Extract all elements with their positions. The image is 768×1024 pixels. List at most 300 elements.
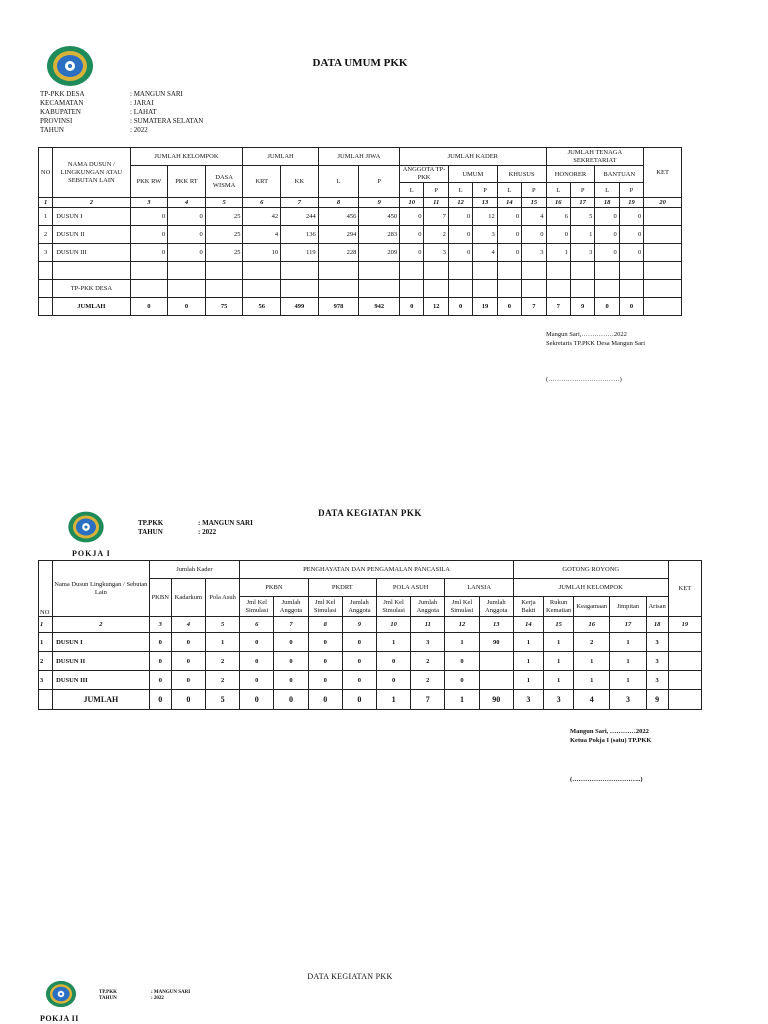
signature-place-date: Mangun Sari,……………2022 (546, 331, 627, 338)
info-value: : 2022 (130, 126, 148, 134)
cell-value: 3 (411, 633, 445, 652)
cell-value: 0 (377, 671, 411, 690)
header-tenaga-sekretariat: JUMLAH TENAGA SEKRETARIAT (546, 148, 644, 166)
header-p: P (570, 183, 594, 198)
info-label: KECAMATAN (40, 99, 84, 107)
cell-value: 0 (168, 208, 206, 226)
cell-value (479, 652, 513, 671)
empty-cell (522, 280, 546, 298)
empty-cell (546, 262, 570, 280)
cell-value (644, 244, 682, 262)
row-name: DUSUN I (53, 633, 150, 652)
empty-cell (53, 262, 130, 280)
signature-block-2 (570, 727, 651, 784)
page-title-kegiatan: DATA KEGIATAN PKK (318, 508, 422, 518)
header-kadarkum: Kadarkum (171, 579, 205, 617)
header-jumlah-kader: JUMLAH KADER (400, 148, 546, 166)
pkk-emblem-icon (66, 508, 106, 546)
header-pkbn: PKBN (149, 579, 171, 617)
row-name: DUSUN III (53, 671, 150, 690)
total-value: 0 (595, 298, 619, 316)
total-value: 5 (205, 690, 239, 710)
header-honorer: HONORER (546, 166, 595, 183)
col-number: 19 (668, 617, 701, 633)
empty-cell (205, 280, 243, 298)
cell-value: 0 (522, 226, 546, 244)
table-row (39, 226, 682, 244)
header-jumlah: JUMLAH (243, 148, 318, 166)
signature-block-1 (546, 330, 645, 384)
header-nama: NAMA DUSUN / LINGKUNGAN ATAU SEBUTAN LAIN (53, 148, 130, 198)
header-l: L (595, 183, 619, 198)
info-label: TP.PKK (138, 519, 164, 527)
data-umum-table (38, 147, 682, 316)
col-number: 17 (610, 617, 646, 633)
cell-value: 1 (205, 633, 239, 652)
cell-value: 1 (544, 671, 574, 690)
signature-role: Sekretaris TP.PKK Desa Mangun Sari (546, 340, 645, 347)
total-value: 0 (274, 690, 308, 710)
cell-value: 25 (205, 208, 243, 226)
info-label: KABUPATEN (40, 108, 81, 116)
cell-value: 3 (473, 226, 497, 244)
cell-value: 0 (240, 652, 274, 671)
empty-cell (39, 690, 53, 710)
cell-value: 1 (610, 652, 646, 671)
col-number: 11 (411, 617, 445, 633)
col-number: 8 (318, 198, 359, 208)
row-number: 3 (39, 671, 53, 690)
cell-value: 1 (377, 633, 411, 652)
total-value: 12 (424, 298, 448, 316)
cell-value: 294 (318, 226, 359, 244)
cell-value: 0 (308, 652, 342, 671)
cell-value: 1 (513, 633, 543, 652)
header-jml-kel: Jml Kel Simulasi (445, 597, 479, 617)
cell-value: 0 (400, 226, 424, 244)
cell-value: 25 (205, 244, 243, 262)
col-number: 12 (448, 198, 472, 208)
row-number: 3 (39, 244, 53, 262)
cell-value: 1 (610, 633, 646, 652)
header-p: P (473, 183, 497, 198)
total-value: 942 (359, 298, 400, 316)
cell-value: 25 (205, 226, 243, 244)
pkk-emblem-icon (44, 978, 78, 1010)
row-number: 1 (39, 633, 53, 652)
total-value: 0 (149, 690, 171, 710)
info-value: : LAHAT (130, 108, 157, 116)
header-jimpitan: Jimpitan (610, 597, 646, 617)
col-number: 19 (619, 198, 643, 208)
row-name: DUSUN III (53, 244, 130, 262)
empty-cell (619, 280, 643, 298)
row-number: 1 (39, 208, 53, 226)
cell-value: 5 (570, 208, 594, 226)
row-name: DUSUN II (53, 652, 150, 671)
pkk-emblem-icon (44, 44, 96, 88)
cell-value: 0 (240, 671, 274, 690)
cell-value: 119 (281, 244, 319, 262)
empty-cell (359, 262, 400, 280)
header-gotong-royong: GOTONG ROYONG (513, 561, 668, 579)
tp-pkk-desa-label: TP-PKK DESA (53, 280, 130, 298)
col-number: 13 (479, 617, 513, 633)
header-no: NO (39, 561, 53, 617)
data-kegiatan-table (38, 560, 702, 710)
total-value: 978 (318, 298, 359, 316)
cell-value: 1 (544, 652, 574, 671)
col-number: 7 (274, 617, 308, 633)
empty-cell (546, 280, 570, 298)
header-dasa-wisma: DASA WISMA (205, 166, 243, 198)
cell-value: 1 (513, 652, 543, 671)
total-value: 3 (610, 690, 646, 710)
total-value: 0 (130, 298, 168, 316)
empty-cell (473, 280, 497, 298)
cell-value: 0 (595, 226, 619, 244)
col-number: 5 (205, 617, 239, 633)
header-jiwa-p: P (359, 166, 400, 198)
col-number: 8 (308, 617, 342, 633)
row-name: DUSUN I (53, 208, 130, 226)
cell-value: 3 (570, 244, 594, 262)
header-bantuan: BANTUAN (595, 166, 644, 183)
header-lansia: LANSIA (445, 579, 513, 597)
header-l: L (400, 183, 424, 198)
info-value: : MANGUN SARI (198, 519, 253, 527)
cell-value: 0 (149, 633, 171, 652)
info-value: : 2022 (151, 996, 164, 1001)
total-value: 0 (168, 298, 206, 316)
header-jml-kel: Jml Kel Simulasi (377, 597, 411, 617)
header-jumlah-kader: Jumlah Kader (149, 561, 240, 579)
cell-value: 3 (522, 244, 546, 262)
header-l: L (546, 183, 570, 198)
info-block-2 (138, 519, 253, 537)
empty-cell (130, 262, 168, 280)
col-number: 6 (243, 198, 281, 208)
cell-value: 0 (400, 244, 424, 262)
table-row (39, 208, 682, 226)
cell-value: 0 (497, 226, 521, 244)
cell-value (668, 652, 701, 671)
signature-name: (……………………………) (546, 376, 622, 383)
info-value: : SUMATERA SELATAN (130, 117, 204, 125)
total-value: 1 (445, 690, 479, 710)
table-row (39, 633, 702, 652)
cell-value: 3 (646, 652, 668, 671)
col-number: 2 (53, 617, 150, 633)
cell-value: 3 (646, 633, 668, 652)
col-number: 17 (570, 198, 594, 208)
col-number: 16 (546, 198, 570, 208)
header-rukun-kematian: Rukun Kematian (544, 597, 574, 617)
pokja-label: POKJA II (40, 1014, 79, 1023)
header-umum: UMUM (448, 166, 497, 183)
cell-value: 0 (130, 226, 168, 244)
header-jml-angg: Jumlah Anggota (411, 597, 445, 617)
col-number: 18 (595, 198, 619, 208)
header-kk: KK (281, 166, 319, 198)
header-jml-angg: Jumlah Anggota (479, 597, 513, 617)
empty-cell (281, 262, 319, 280)
cell-value: 0 (619, 226, 643, 244)
cell-value: 4 (473, 244, 497, 262)
cell-value: 0 (130, 208, 168, 226)
cell-value: 0 (445, 652, 479, 671)
cell-value (644, 208, 682, 226)
empty-cell (644, 262, 682, 280)
total-value: 3 (513, 690, 543, 710)
cell-value: 0 (171, 633, 205, 652)
cell-value: 2 (205, 671, 239, 690)
total-value: 75 (205, 298, 243, 316)
empty-cell (619, 262, 643, 280)
cell-value: 12 (473, 208, 497, 226)
cell-value: 228 (318, 244, 359, 262)
total-value: 4 (574, 690, 610, 710)
cell-value: 10 (243, 244, 281, 262)
cell-value: 0 (595, 244, 619, 262)
header-l: L (497, 183, 521, 198)
cell-value: 0 (619, 208, 643, 226)
total-value: 7 (411, 690, 445, 710)
cell-value: 90 (479, 633, 513, 652)
cell-value: 0 (448, 208, 472, 226)
cell-value: 0 (130, 244, 168, 262)
cell-value: 0 (274, 671, 308, 690)
empty-cell (243, 262, 281, 280)
cell-value: 0 (448, 226, 472, 244)
total-value: 0 (497, 298, 521, 316)
col-number: 14 (513, 617, 543, 633)
info-value: : MANGUN SARI (130, 90, 183, 98)
cell-value: 2 (574, 633, 610, 652)
info-block-3 (99, 990, 190, 1002)
cell-value: 1 (610, 671, 646, 690)
header-anggota-tp-pkk: ANGGOTA TP-PKK (400, 166, 449, 183)
cell-value: 7 (424, 208, 448, 226)
header-arisan: Arisan (646, 597, 668, 617)
total-value: 0 (342, 690, 376, 710)
col-number: 7 (281, 198, 319, 208)
cell-value: 1 (546, 244, 570, 262)
cell-value: 244 (281, 208, 319, 226)
cell-value: 0 (445, 671, 479, 690)
empty-cell (595, 262, 619, 280)
col-number: 12 (445, 617, 479, 633)
total-value: 7 (522, 298, 546, 316)
cell-value: 209 (359, 244, 400, 262)
info-label: TAHUN (99, 996, 117, 1001)
col-number: 10 (400, 198, 424, 208)
cell-value: 0 (171, 671, 205, 690)
header-nama: Nama Dusun Lingkungan / Sebutan Lain (53, 561, 150, 617)
total-value: 56 (243, 298, 281, 316)
col-number: 6 (240, 617, 274, 633)
total-label: JUMLAH (53, 690, 150, 710)
header-jumlah-jiwa: JUMLAH JIWA (318, 148, 399, 166)
header-keagamaan: Keagamaan (574, 597, 610, 617)
header-ket: KET (644, 148, 682, 198)
total-value: 0 (240, 690, 274, 710)
cell-value: 0 (377, 652, 411, 671)
cell-value: 0 (342, 671, 376, 690)
header-jumlah-kelompok: JUMLAH KELOMPOK (513, 579, 668, 597)
header-khusus: KHUSUS (497, 166, 546, 183)
cell-value: 0 (171, 652, 205, 671)
total-value: 499 (281, 298, 319, 316)
empty-cell (570, 262, 594, 280)
row-name: DUSUN II (53, 226, 130, 244)
empty-cell (39, 262, 53, 280)
cell-value: 0 (400, 208, 424, 226)
col-number: 3 (130, 198, 168, 208)
empty-cell (39, 280, 53, 298)
header-pkk-rw: PKK RW (130, 166, 168, 198)
empty-cell (318, 280, 359, 298)
cell-value: 0 (595, 208, 619, 226)
total-value: 3 (544, 690, 574, 710)
empty-cell (497, 262, 521, 280)
header-krt: KRT (243, 166, 281, 198)
empty-cell (424, 280, 448, 298)
empty-cell (130, 280, 168, 298)
empty-cell (448, 262, 472, 280)
cell-value: 0 (448, 244, 472, 262)
cell-value: 0 (497, 244, 521, 262)
empty-cell (400, 262, 424, 280)
header-jumlah-kelompok: JUMLAH KELOMPOK (130, 148, 243, 166)
cell-value: 1 (574, 652, 610, 671)
header-pola-asuh: Pola Asuh (205, 579, 239, 617)
cell-value: 3 (646, 671, 668, 690)
info-block-1 (40, 90, 203, 135)
cell-value: 0 (619, 244, 643, 262)
cell-value: 6 (546, 208, 570, 226)
col-number: 2 (53, 198, 130, 208)
col-number: 1 (39, 617, 53, 633)
cell-value: 0 (149, 671, 171, 690)
cell-value: 1 (574, 671, 610, 690)
col-number: 3 (149, 617, 171, 633)
total-value: 7 (546, 298, 570, 316)
total-value: 0 (400, 298, 424, 316)
cell-value: 136 (281, 226, 319, 244)
col-number: 11 (424, 198, 448, 208)
total-value: 90 (479, 690, 513, 710)
info-label: TAHUN (138, 528, 163, 536)
info-value: : 2022 (198, 528, 217, 536)
total-value: 1 (377, 690, 411, 710)
empty-cell (359, 280, 400, 298)
empty-cell (318, 262, 359, 280)
cell-value: 0 (168, 226, 206, 244)
info-value: : MANGUN SARI (151, 990, 191, 995)
signature-name: (…………………………..) (570, 776, 643, 783)
empty-cell (281, 280, 319, 298)
cell-value: 0 (149, 652, 171, 671)
empty-cell (400, 280, 424, 298)
cell-value: 2 (205, 652, 239, 671)
col-number: 4 (171, 617, 205, 633)
header-kerja-bakti: Kerja Bakti (513, 597, 543, 617)
header-jml-kel: Jml Kel Simulasi (240, 597, 274, 617)
total-label: JUMLAH (53, 298, 130, 316)
cell-value: 0 (274, 633, 308, 652)
col-number: 16 (574, 617, 610, 633)
total-value: 9 (570, 298, 594, 316)
cell-value (668, 633, 701, 652)
header-pkdrt: PKDRT (308, 579, 376, 597)
empty-cell (424, 262, 448, 280)
empty-cell (168, 262, 206, 280)
col-number: 9 (342, 617, 376, 633)
cell-value: 4 (522, 208, 546, 226)
row-number: 2 (39, 652, 53, 671)
col-number: 18 (646, 617, 668, 633)
total-value: 19 (473, 298, 497, 316)
info-label: PROVINSI (40, 117, 73, 125)
signature-role: Ketua Pokja I (satu) TP.PKK (570, 737, 652, 744)
total-value: 0 (619, 298, 643, 316)
cell-value (644, 226, 682, 244)
empty-cell (39, 298, 53, 316)
header-p: P (522, 183, 546, 198)
col-number: 14 (497, 198, 521, 208)
header-jml-kel: Jml Kel Simulasi (308, 597, 342, 617)
pokja-label: POKJA I (72, 549, 111, 558)
total-value (644, 298, 682, 316)
cell-value: 2 (411, 652, 445, 671)
row-number: 2 (39, 226, 53, 244)
info-value: : JARAI (130, 99, 154, 107)
cell-value: 0 (274, 652, 308, 671)
empty-cell (522, 262, 546, 280)
cell-value: 0 (168, 244, 206, 262)
col-number: 9 (359, 198, 400, 208)
cell-value: 1 (570, 226, 594, 244)
table-row (39, 652, 702, 671)
cell-value: 0 (497, 208, 521, 226)
cell-value: 0 (342, 633, 376, 652)
empty-cell (448, 280, 472, 298)
cell-value: 450 (359, 208, 400, 226)
header-p: P (424, 183, 448, 198)
cell-value: 2 (424, 226, 448, 244)
header-l: L (448, 183, 472, 198)
header-penghayatan: PENGHAYATAN DAN PENGAMALAN PANCASILA (240, 561, 514, 579)
col-number: 20 (644, 198, 682, 208)
cell-value: 0 (240, 633, 274, 652)
col-number: 4 (168, 198, 206, 208)
header-no: NO (39, 148, 53, 198)
header-pola-asuh-group: POLA ASUH (377, 579, 445, 597)
col-number: 15 (522, 198, 546, 208)
empty-cell (644, 280, 682, 298)
col-number: 15 (544, 617, 574, 633)
empty-cell (473, 262, 497, 280)
header-pkk-rt: PKK RT (168, 166, 206, 198)
col-number: 5 (205, 198, 243, 208)
cell-value: 3 (424, 244, 448, 262)
cell-value: 0 (342, 652, 376, 671)
cell-value: 1 (544, 633, 574, 652)
header-pkbn-group: PKBN (240, 579, 308, 597)
cell-value: 1 (513, 671, 543, 690)
cell-value: 42 (243, 208, 281, 226)
